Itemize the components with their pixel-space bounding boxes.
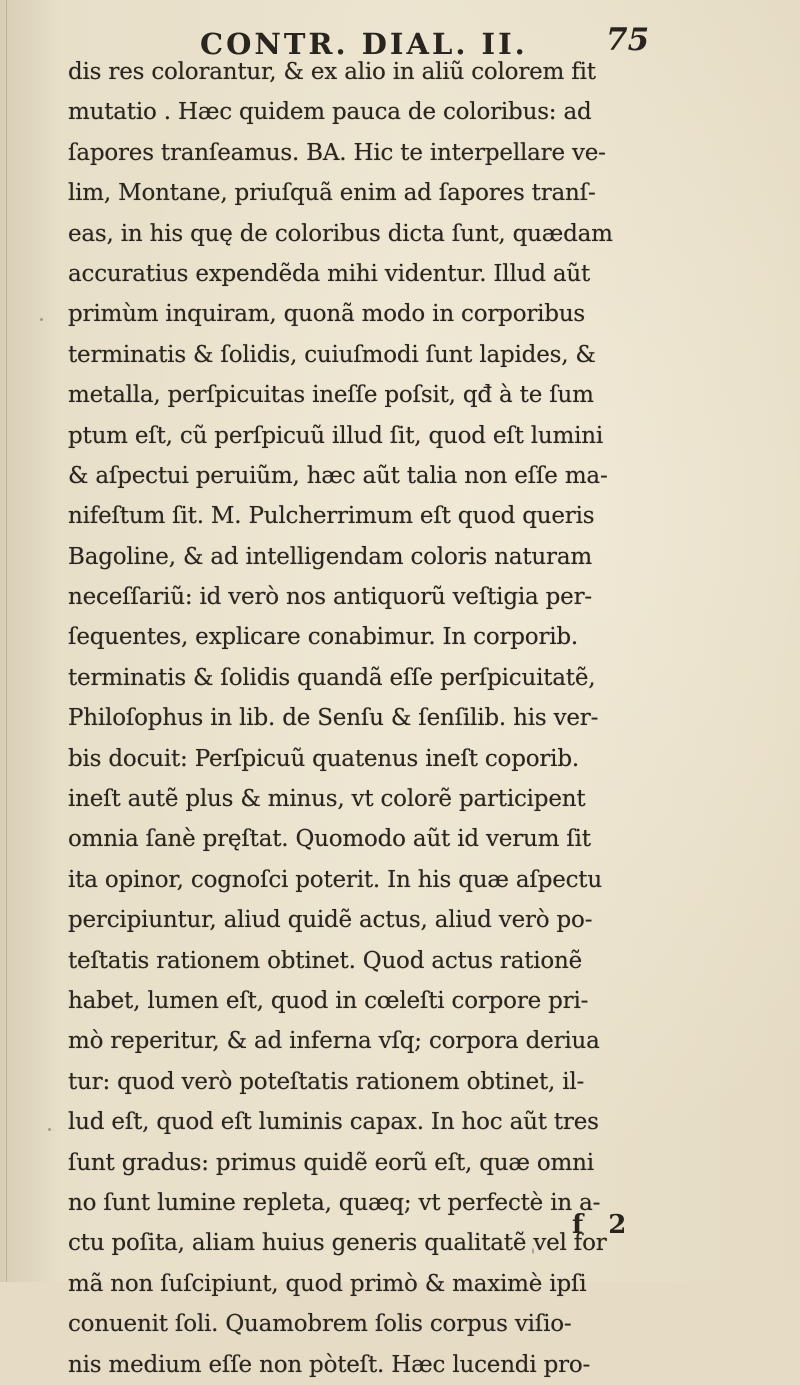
body-text xyxy=(68,52,678,1385)
text-line: habet, lumen eſt, quod in cœleſti corpore pri- xyxy=(68,987,589,1014)
text-line: omnia ſanè pręſtat. Quomodo aũt id verum ſit xyxy=(68,826,591,853)
page-number: 75 xyxy=(606,22,650,58)
text-line: no ſunt lumine repleta, quæq; vt perfectè in a- xyxy=(68,1189,601,1216)
text-line: tur: quod verò poteſtatis rationem obtinet, il- xyxy=(68,1068,585,1095)
ink-speck xyxy=(40,318,43,321)
text-line: ſequentes, explicare conabimur. In corporib. xyxy=(68,624,579,651)
text-line: mò reperitur, & ad inferna vſq; corpora deriua xyxy=(68,1028,600,1055)
text-line: terminatis & ſolidis, cuiuſmodi ſunt lapides, & xyxy=(68,341,596,368)
ink-speck xyxy=(532,1248,534,1254)
text-line: dis res colorantur, & ex alio in aliũ colorem fit xyxy=(68,59,596,85)
text-line: lim, Montane, priuſquã enim ad ſapores tranſ- xyxy=(68,180,596,207)
text-line: ptum eſt, cũ perſpicuũ illud ſit, quod eſt lumini xyxy=(68,422,604,449)
text-line: nifeſtum ſit. M. Pulcherrimum eſt quod queris xyxy=(68,503,595,530)
text-line: conuenit ſoli. Quamobrem ſolis corpus viſio- xyxy=(68,1311,572,1338)
text-line: accuratius expendẽda mihi videntur. Illud aũt xyxy=(68,260,591,287)
text-line: ſapores tranſeamus. BA. Hic te interpellare ve- xyxy=(68,139,606,166)
text-line: Bagoline, & ad intelligendam coloris naturam xyxy=(68,543,592,570)
text-line: & aſpectui peruiũm, hæc aũt talia non eſſe ma- xyxy=(68,462,608,489)
text-line: metalla, perſpicuitas ineſſe poſsit, qđ à te ſum xyxy=(68,382,594,409)
ink-speck xyxy=(48,1128,51,1131)
text-line: ctu poſita, aliam huius generis qualitatẽ vel for xyxy=(68,1230,607,1257)
text-line: neceſſariũ: id verò nos antiquorũ veſtigia per- xyxy=(68,584,592,611)
text-line: ſunt gradus: primus quidẽ eorũ eſt, quæ omni xyxy=(68,1149,594,1176)
text-line: percipiuntur, aliud quidẽ actus, aliud verò po- xyxy=(68,907,593,934)
text-line: primùm inquiram, quonã modo in corporibus xyxy=(68,301,586,328)
text-line: nis medium eſſe non pòteſt. Hæc lucendi pro- xyxy=(68,1351,591,1378)
text-line: Philoſophus in lib. de Senſu & ſenſilib. his ver- xyxy=(68,705,599,732)
text-line: mutatio . Hæc quidem pauca de coloribus: ad xyxy=(68,99,592,126)
text-line: terminatis & ſolidis quandã eſſe perſpicuitatẽ, xyxy=(68,664,596,691)
text-line: mã non ſuſcipiunt, quod primò & maximè ipſi xyxy=(68,1270,587,1297)
text-line: teſtatis rationem obtinet. Quod actus rationẽ xyxy=(68,947,583,974)
text-line: eas, in his quę de coloribus dicta ſunt, quædam xyxy=(68,220,613,247)
text-line: lud eſt, quod eſt luminis capax. In hoc aũt tres xyxy=(68,1109,599,1136)
text-line: ita opinor, cognoſci poterit. In his quæ aſpectu xyxy=(68,866,602,893)
gutter-line xyxy=(6,0,7,1282)
text-line: ineſt autẽ plus & minus, vt colorẽ participent xyxy=(68,786,586,813)
signature-mark: f 2 xyxy=(572,1210,635,1240)
running-title: CONTR. DIAL. II. xyxy=(200,27,528,61)
text-line: bis docuit: Perſpicuũ quatenus ineſt coporib. xyxy=(68,745,579,772)
